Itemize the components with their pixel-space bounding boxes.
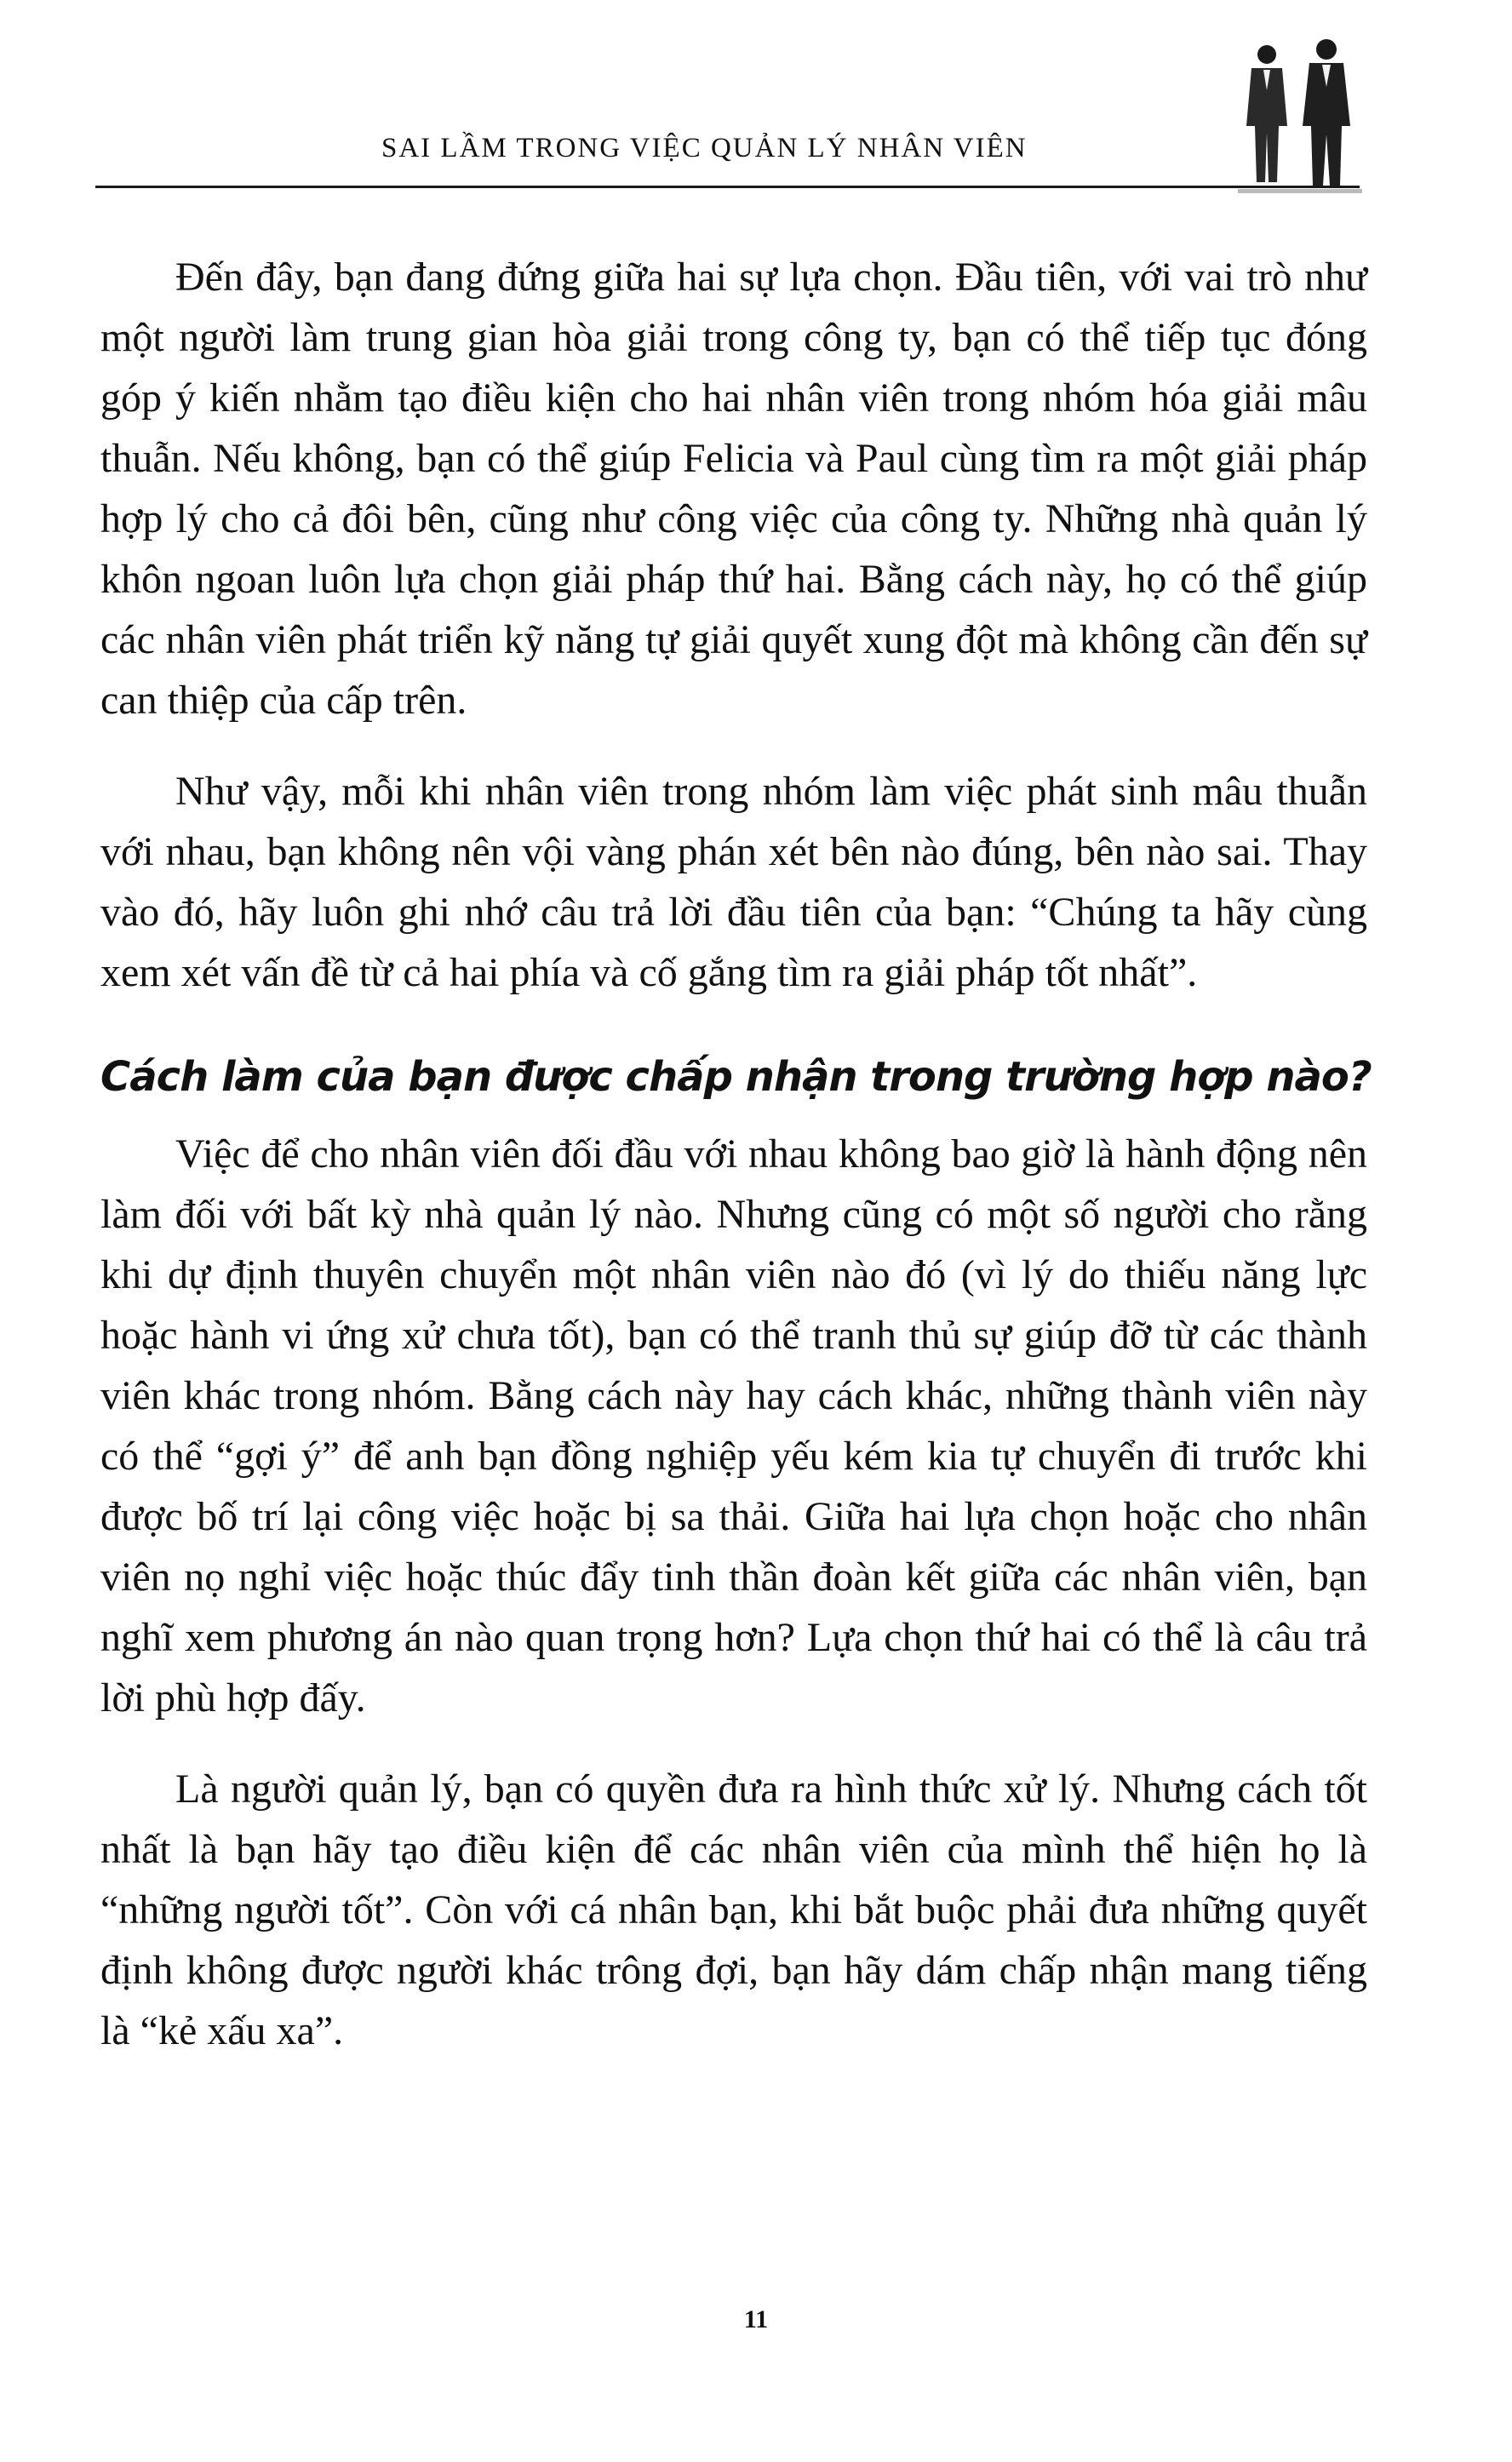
paragraph: Như vậy, mỗi khi nhân viên trong nhóm làm việc phát sinh mâu thuẫn với nhau, bạn không nên vội vàng phán xét bên nào đúng, bên nào sai. Thay vào đó, hãy luôn ghi nhớ câu trả lời đầu tiên của bạn: “Chúng ta hãy cùng xem xét vấn đề từ cả hai phía và cố gắng tìm ra giải pháp tốt nhất”. <box>100 769 1367 995</box>
page-number: 11 <box>743 2305 769 2333</box>
paragraph: Đến đây, bạn đang đứng giữa hai sự lựa chọn. Đầu tiên, với vai trò như một người làm trung gian hòa giải trong công ty, bạn có thể tiếp tục đóng góp ý kiến nhằm tạo điều kiện cho hai nhân viên trong nhóm hóa giải mâu thuẫn. Nếu không, bạn có thể giúp Felicia và Paul cùng tìm ra một giải pháp hợp lý cho cả đôi bên, cũng như công việc của công ty. Những nhà quản lý khôn ngoan luôn lựa chọn giải pháp thứ hai. Bằng cách này, họ có thể giúp các nhân viên phát triển kỹ năng tự giải quyết xung đột mà không cần đến sự can thiệp của cấp trên. <box>100 255 1367 723</box>
paragraph: Là người quản lý, bạn có quyền đưa ra hình thức xử lý. Nhưng cách tốt nhất là bạn hãy tạo điều kiện để các nhân viên của mình thể hiện họ là “những người tốt”. Còn với cá nhân bạn, khi bắt buộc phải đưa những quyết định không được người khác trông đợi, bạn hãy dám chấp nhận mang tiếng là “kẻ xấu xa”. <box>100 1766 1367 2053</box>
paragraph: Việc để cho nhân viên đối đầu với nhau không bao giờ là hành động nên làm đối với bất kỳ nhà quản lý nào. Nhưng cũng có một số người cho rằng khi dự định thuyên chuyển một nhân viên nào đó (vì lý do thiếu năng lực hoặc hành vi ứng xử chưa tốt), bạn có thể tranh thủ sự giúp đỡ từ các thành viên khác trong nhóm. Bằng cách này hay cách khác, những thành viên này có thể “gợi ý” để anh bạn đồng nghiệp yếu kém kia tự chuyển đi trước khi được bố trí lại công việc hoặc bị sa thải. Giữa hai lựa chọn hoặc cho nhân viên nọ nghỉ việc hoặc thúc đẩy tinh thần đoàn kết giữa các nhân viên, bạn nghĩ xem phương án nào quan trọng hơn? Lựa chọn thứ hai có thể là câu trả lời phù hợp đấy. <box>100 1131 1367 1721</box>
section-heading: Cách làm của bạn được chấp nhận trong trường hợp nào? <box>100 1053 1372 1101</box>
running-header: SAI LẦM TRONG VIỆC QUẢN LÝ NHÂN VIÊN <box>381 133 1028 163</box>
page-body <box>100 247 1372 2092</box>
header-rule <box>95 186 1360 188</box>
two-businessmen-icon <box>1226 31 1371 209</box>
